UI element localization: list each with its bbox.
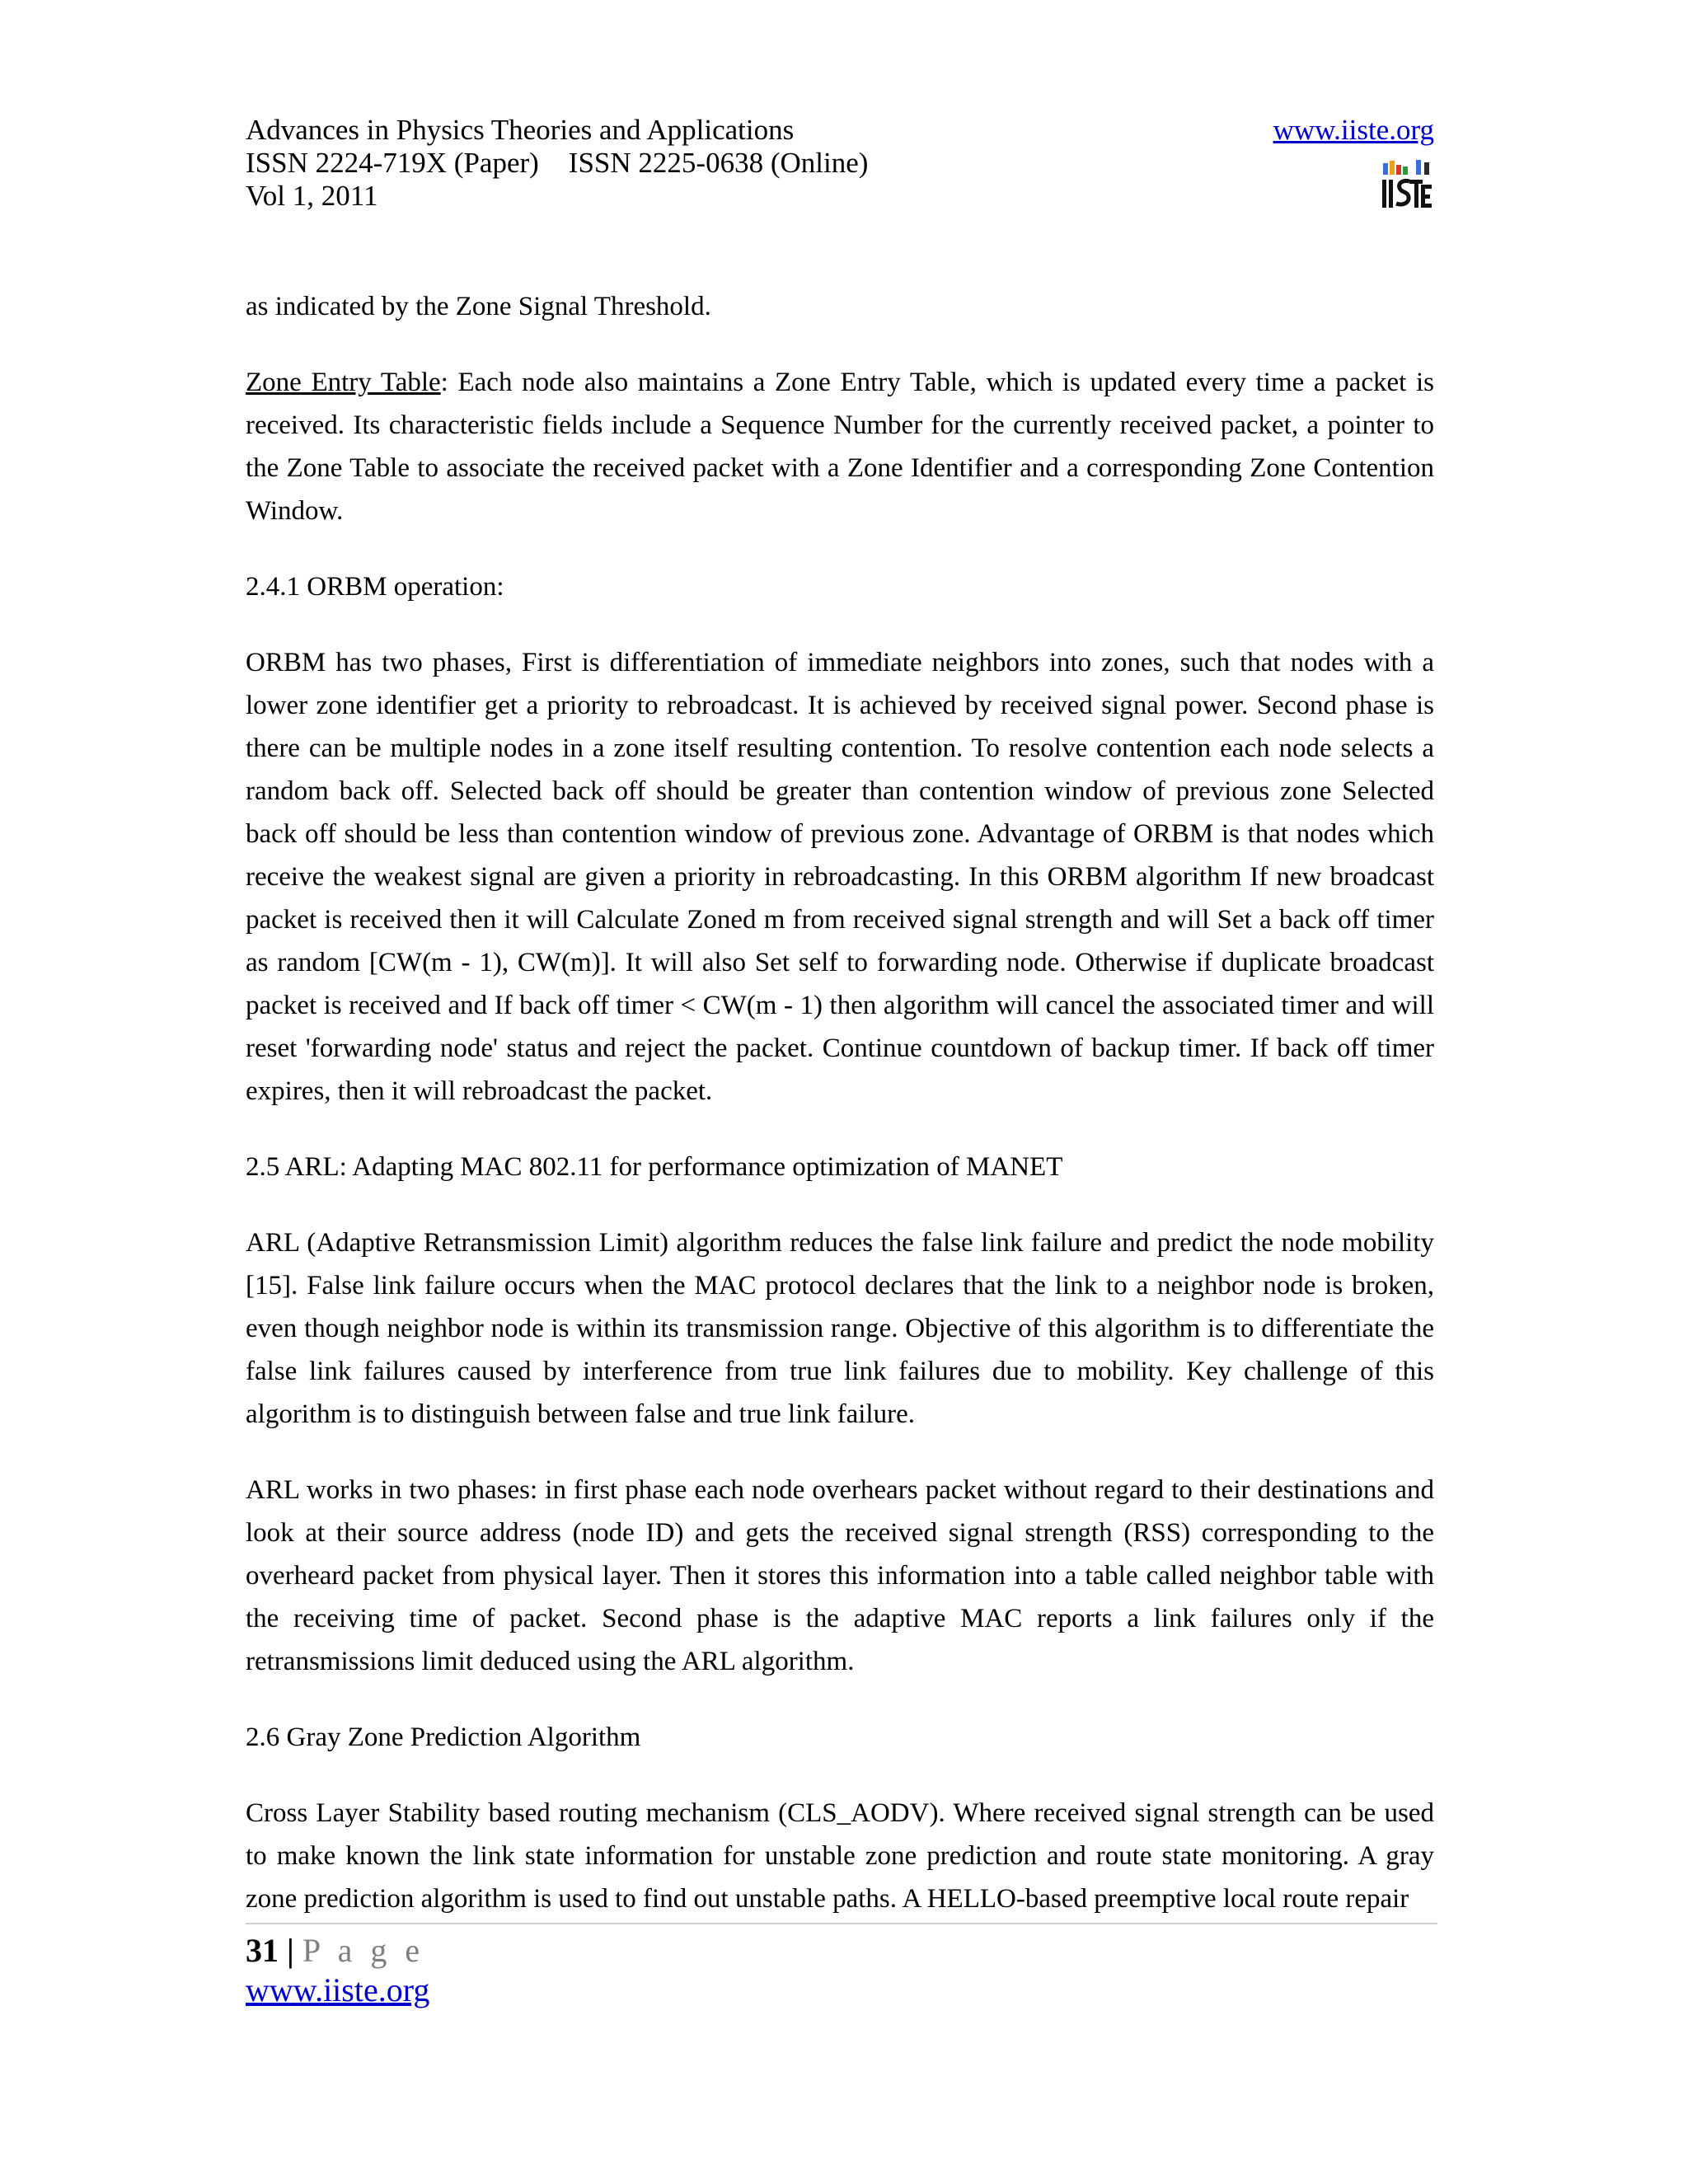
zone-entry-table-term: Zone Entry Table bbox=[246, 368, 441, 397]
footer-url-link[interactable]: www.iiste.org bbox=[246, 1971, 430, 2008]
page-number-line bbox=[246, 1931, 1437, 1971]
header-url-link[interactable]: www.iiste.org bbox=[1273, 114, 1434, 146]
paragraph-zone-entry-table bbox=[246, 361, 1434, 532]
volume-line: Vol 1, 2011 bbox=[246, 180, 378, 212]
paragraph-arl-phases: ARL works in two phases: in first phase each node overhears packet without regard to their destinations and look at their source address (node ID) and gets the received signal strength (RSS) corresponding to the overheard packet from physical layer. Then it stores this information into a table called neighbor table with the receiving time of packet. Second phase is the adaptive MAC reports a link failures only if the retransmissions limit deduced using the ARL algorithm. bbox=[246, 1475, 1434, 1676]
iiste-logo bbox=[1380, 158, 1434, 213]
footer-divider bbox=[246, 1923, 1437, 1924]
article-body bbox=[246, 285, 1434, 1953]
issn-line bbox=[246, 147, 1434, 180]
page-number: 31 bbox=[246, 1932, 279, 1969]
journal-title: Advances in Physics Theories and Applications bbox=[246, 114, 795, 146]
page-header bbox=[246, 114, 1434, 221]
paragraph-arl-intro: ARL (Adaptive Retransmission Limit) algorithm reduces the false link failure and predict the node mobility [15]. False link failure occurs when the MAC protocol declares that the link to a neighbor node is broken, even though neighbor node is within its transmission range. Objective of this algorithm is to differentiate the false link failures caused by interference from true link failures due to mobility. Key challenge of this algorithm is to distinguish between false and true link failure. bbox=[246, 1228, 1434, 1429]
page-footer bbox=[246, 1923, 1437, 2010]
section-heading-arl: 2.5 ARL: Adapting MAC 802.11 for performance optimization of MANET bbox=[246, 1152, 1063, 1182]
issn-online: ISSN 2225-0638 (Online) bbox=[568, 147, 869, 179]
paragraph-zone-threshold: as indicated by the Zone Signal Threshold. bbox=[246, 292, 711, 321]
issn-print: ISSN 2224-719X (Paper) bbox=[246, 147, 539, 179]
zone-entry-table-text: : Each node also maintains a Zone Entry Table, which is updated every time a packet is received. Its characteristic fields include a Sequence Number for the currently received packet, a pointer to the Zone Table to associate the received packet with a Zone Identifier and a corresponding Zone Contention Window. bbox=[246, 368, 1435, 526]
section-heading-orbm-operation: 2.4.1 ORBM operation: bbox=[246, 572, 504, 602]
page-word: P a g e bbox=[302, 1932, 425, 1969]
paragraph-orbm: ORBM has two phases, First is differentiation of immediate neighbors into zones, such that nodes with a lower zone identifier get a priority to rebroadcast. It is achieved by received signal power. Second phase is there can be multiple nodes in a zone itself resulting contention. To resolve contention each node selects a random back off. Selected back off should be greater than contention window of previous zone Selected back off should be less than contention window of previous zone. Advantage of ORBM is that nodes which receive the weakest signal are given a priority in rebroadcasting. In this ORBM algorithm If new broadcast packet is received then it will Calculate Zoned m from received signal strength and will Set a back off timer as random [CW(m - 1), CW(m)]. It will also Set self to forwarding node. Otherwise if duplicate broadcast packet is received and If back off timer < CW(m - 1) then algorithm will cancel the associated timer and will reset 'forwarding node' status and reject the packet. Continue countdown of backup timer. If back off timer expires, then it will rebroadcast the packet. bbox=[246, 648, 1434, 1106]
section-heading-gray-zone: 2.6 Gray Zone Prediction Algorithm bbox=[246, 1722, 641, 1752]
paragraph-gray-zone: Cross Layer Stability based routing mechanism (CLS_AODV). Where received signal strength can be used to make known the link state information for unstable zone prediction and route state monitoring. A gray zone prediction algorithm is used to find out unstable paths. A HELLO-based preemptive local route repair bbox=[246, 1798, 1434, 1914]
page-separator: | bbox=[287, 1932, 294, 1969]
